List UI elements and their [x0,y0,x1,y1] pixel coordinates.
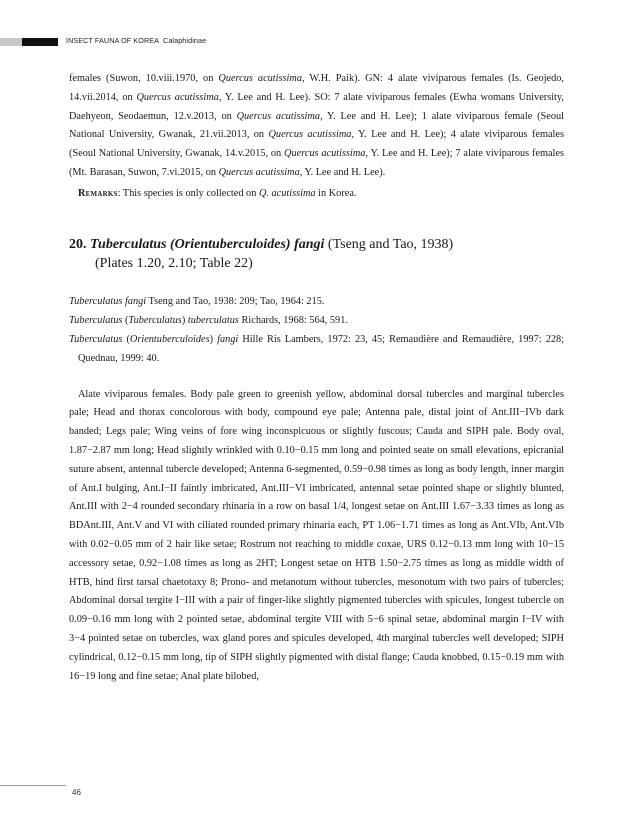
header-bar-dark [22,38,58,46]
material-examined: females (Suwon, 10.viii.1970, on Quercus acutissima, W.H. Paik). GN: 4 alate viviparous females (Is. Geojedo, 14.vii.2014, on Quercus acutissima, Y. Lee and H. Lee). SO: 7 alate viviparous females (Ewha womans University, Daehyeon, Seodaemun, 12.v.2013, on Quercus acutissima, Y. Lee and H. Lee); 1 alate viviparous female (Seoul National University, Gwanak, 21.vii.2013, on Quercus acutissima, Y. Lee and H. Lee); 4 alate viviparous females (Seoul National University, Gwanak, 14.v.2015, on Quercus acutissima, Y. Lee and H. Lee); 7 alate viviparous females (Mt. Barasan, Suwon, 7.vi.2015, on Quercus acutissima, Y. Lee and H. Lee). [69,73,564,178]
synonym-3: Tuberculatus (Orientuberculoides) fangi Hille Ris Lambers, 1972: 23, 45; Remaudière and Remaudière, 1997: 228; Quednau, 1999: 40. [69,333,564,364]
header-title: INSECT FAUNA OF KOREA [66,36,160,45]
synonym-1: Tuberculatus fangi Tseng and Tao, 1938: 209; Tao, 1964: 215. [69,295,325,307]
header-bar-light [0,38,22,46]
page-number: 46 [72,788,81,797]
running-header [66,36,206,45]
species-author: (Tseng and Tao, 1938) [324,236,454,252]
species-genus: Tuberculatus [90,236,167,252]
synonym-2: Tuberculatus (Tuberculatus) tuberculatus Richards, 1968: 564, 591. [69,314,348,326]
species-epithet: fangi [294,236,325,252]
remarks-label: Remarks [78,187,118,199]
species-subgenus: (Orientuberculoides) [170,236,291,252]
header-subtitle: Calaphidinae [163,36,207,45]
species-plates: (Plates 1.20, 2.10; Table 22) [95,255,253,271]
species-number: 20. [69,236,87,252]
remarks: Remarks: This species is only collected on Q. acutissima in Korea. [78,187,357,199]
description: Alate viviparous females. Body pale green to greenish yellow, abdominal dorsal tubercles and marginal tubercles pale; Head and thorax concolorous with body, compound eye pale; Antenna pale, distal joint of Ant.III−IVb dark banded; Legs pale; Wing veins of fore wing inconspicuous or slightly fuscous; Cauda and SIPH pale. Body oval, 1.87−2.87 mm long; Head slightly wrinkled with 0.10−0.15 mm long and pointed seate on small elevations, epicranial suture absent, antennal tubercle developed; Antenna 6-segmented, 0.59−0.98 times as long as body length, inner margin of Ant.I bulging, Ant.I−II faintly imbricated, Ant.III−VI imbricated, antennal setae pointed shape or slightly blunted, Ant.III with 2−4 rounded secondary rhinaria in a row on basal 1/4, longest setae on Ant.III 1.67−3.33 times as long as BDAnt.III, Ant.V and VI with ciliated rounded primary rhinaria each, PT 1.06−1.71 times as long as Ant.VIb, Ant.VIb with 0.02−0.05 mm of 2 hair like setae; Rostrum not reaching to middle coxae, URS 0.12−0.13 mm long with 10−15 accessory setae, 0.92−1.08 times as long as 2HT; Longest setae on HTB 1.50−2.75 times as long as middle width of HTB, hind first tarsal chaetotaxy 8; Prono- and metanotum without tubercles, mesonotum with two pairs of tubercles; Abdominal dorsal tergite I−III with a pair of finger-like slightly pigmented tubercles with spicules, longest tubercle on 0.09−0.16 mm long with 2 pointed setae, abdominal tergite VIII with 5−6 spinal setae, abdominal margin I−IV with 3−4 pointed setae on tubercles, wax gland pores and spicules developed, 4th marginal tubercles well developed; SIPH cylindrical, 0.12−0.15 mm long, tip of SIPH slightly pigmented with distal flange; Cauda knobbed, 0.15−0.19 mm with 16−19 long and fine setae; Anal plate bilobed, [69,388,564,682]
footer-line [0,785,66,786]
page-content [69,70,564,686]
species-heading [69,235,564,254]
